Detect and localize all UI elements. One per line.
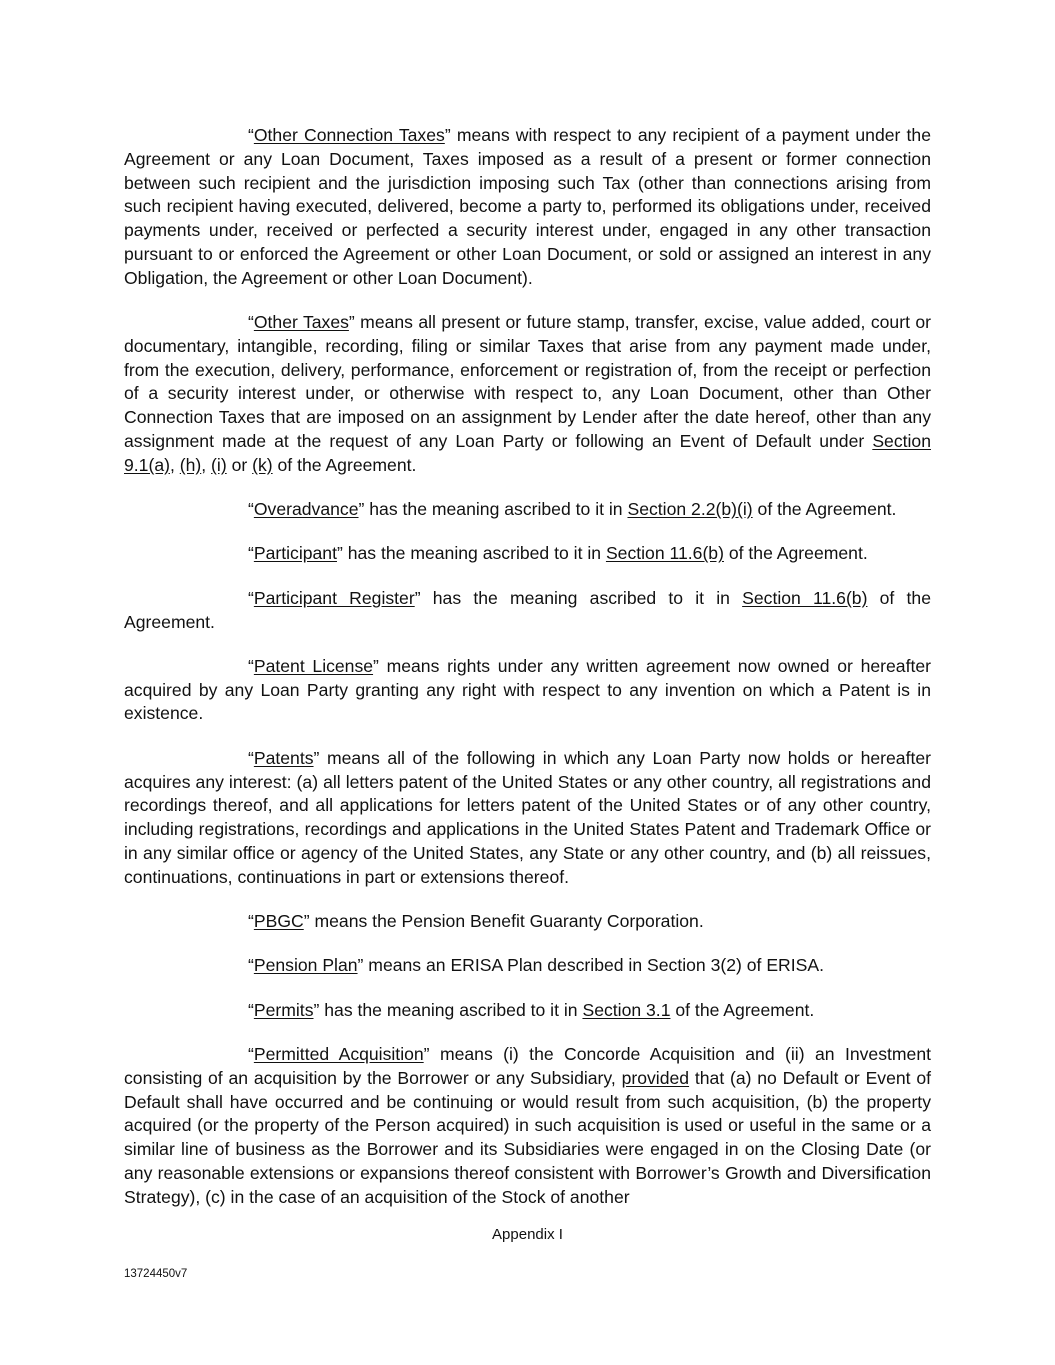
- definition-participant-register: [124, 587, 931, 635]
- definition-other-taxes: [124, 311, 931, 478]
- defined-term: Other Connection Taxes: [253, 125, 445, 145]
- definition-text: “: [248, 125, 254, 145]
- cross-reference: Section 11.6(b): [605, 543, 724, 564]
- defined-term: Permits: [253, 999, 314, 1020]
- cross-reference: provided: [621, 1067, 690, 1088]
- definition-other-connection-taxes: [124, 124, 931, 291]
- definition-text: “: [248, 747, 254, 768]
- defined-term: Overadvance: [253, 499, 359, 520]
- page-footer-label: Appendix I: [492, 1226, 563, 1243]
- defined-term: Other Taxes: [253, 312, 349, 333]
- definition-text: of the Agreement.: [670, 999, 815, 1020]
- cross-reference: (k): [252, 454, 273, 475]
- definition-pbgc: [124, 910, 931, 934]
- cross-reference: Section 11.6(b): [742, 587, 868, 608]
- definition-text: ” means an ERISA Plan described in Section 3(2) of ERISA.: [357, 955, 825, 976]
- definition-text: of the Agreement.: [723, 543, 868, 564]
- definition-pension-plan: [124, 954, 931, 978]
- definition-text: “: [248, 1043, 254, 1064]
- definition-participant: [124, 542, 931, 566]
- definition-text: ” means (i) the Concorde Acquisition and (ii) an Investment consisting of an acquisition by the Borrower or any Subsidiary,: [124, 1043, 931, 1088]
- definition-text: ,: [201, 454, 212, 475]
- definition-permits: [124, 999, 931, 1023]
- cross-reference: Section 3.1: [582, 999, 671, 1020]
- definition-text: or: [226, 454, 253, 475]
- definitions-body: [124, 124, 931, 1230]
- definition-text: “: [248, 312, 254, 333]
- cross-reference: (h): [179, 454, 202, 475]
- definition-text: ” has the meaning ascribed to it in: [414, 587, 743, 608]
- definition-text: ” has the meaning ascribed to it in: [313, 999, 583, 1020]
- defined-term: PBGC: [253, 911, 304, 932]
- definition-text: ” means with respect to any recipient of a payment under the Agreement or any Loan Document, Taxes imposed as a result of a present or former connection between such recipient and the jurisdiction imposing such Tax (other than connections arising from such recipient having executed, delivered, become a party to, performed its obligations under, received payments under, received or perfected a security interest under, engaged in any other transaction pursuant to or enforced the Agreement or other Loan Document, or sold or assigned an interest in any Obligation, the Agreement or other Loan Document).: [124, 125, 931, 288]
- definition-patent-license: [124, 655, 931, 726]
- definition-text: “: [248, 655, 254, 676]
- definition-text: of the Agreement.: [124, 587, 931, 632]
- definition-text: of the Agreement.: [752, 499, 897, 520]
- cross-reference: Section 2.2(b)(i): [627, 499, 753, 520]
- definition-text: “: [248, 999, 254, 1020]
- defined-term: Pension Plan: [253, 955, 358, 976]
- definition-text: ” means the Pension Benefit Guaranty Corporation.: [303, 911, 704, 932]
- definition-text: of the Agreement.: [272, 454, 417, 475]
- definition-text: ” has the meaning ascribed to it in: [336, 543, 606, 564]
- definition-overadvance: [124, 498, 931, 522]
- defined-term: Permitted Acquisition: [253, 1043, 424, 1064]
- definition-text: ,: [169, 454, 180, 475]
- defined-term: Participant Register: [253, 587, 415, 608]
- definition-patents: [124, 747, 931, 890]
- cross-reference: Section 9.1(a): [124, 431, 931, 475]
- definition-text: “: [248, 587, 254, 608]
- cross-reference: (i): [211, 454, 227, 475]
- definition-text: ” means all present or future stamp, transfer, excise, value added, court or documentary, intangible, recording, filing or similar Taxes that arise from any payment made under, from the execution, delivery, performance, enforcement or registration of, from the receipt or perfection of a security interest under, or otherwise with respect to, any Loan Document, other than Other Connection Taxes that are imposed on an assignment by Lender after the date hereof, other than any assignment made at the request of any Loan Party or following an Event of Default under: [124, 312, 931, 452]
- definition-text: ” means rights under any written agreement now owned or hereafter acquired by any Loan Party granting any right with respect to any invention on which a Patent is in existence.: [124, 655, 931, 724]
- definition-text: “: [248, 499, 254, 520]
- defined-term: Patent License: [253, 655, 374, 676]
- definition-text: ” means all of the following in which any Loan Party now holds or hereafter acquires any interest: (a) all letters patent of the United States or any other country, all registrations and recordings thereof, and all applications for letters patent of the United States or of any other country, including registrations, recordings and applications in the United States Patent and Trademark Office or in any similar office or agency of the United States, any State or any other country, and (b) all reissues, continuations, continuations in part or extensions thereof.: [124, 747, 931, 887]
- definition-text: “: [248, 543, 254, 564]
- definition-text: “: [248, 911, 254, 932]
- defined-term: Patents: [253, 747, 314, 768]
- definition-text: that (a) no Default or Event of Default shall have occurred and be continuing or would result from such acquisition, (b) the property acquired (or the property of the Person acquired) in such acquisition is used or useful in the same or a similar line of business as the Borrower and its Subsidiaries were engaged in on the Closing Date (or any reasonable extensions or expansions thereof consistent with Borrower’s Growth and Diversification Strategy), (c) in the case of an acquisition of the Stock of another: [124, 1067, 932, 1207]
- definition-text: ” has the meaning ascribed to it in: [358, 499, 628, 520]
- defined-term: Participant: [253, 543, 337, 564]
- document-id: 13724450v7: [124, 1268, 188, 1280]
- definition-permitted-acquisition: [124, 1043, 931, 1210]
- definition-text: “: [248, 955, 254, 976]
